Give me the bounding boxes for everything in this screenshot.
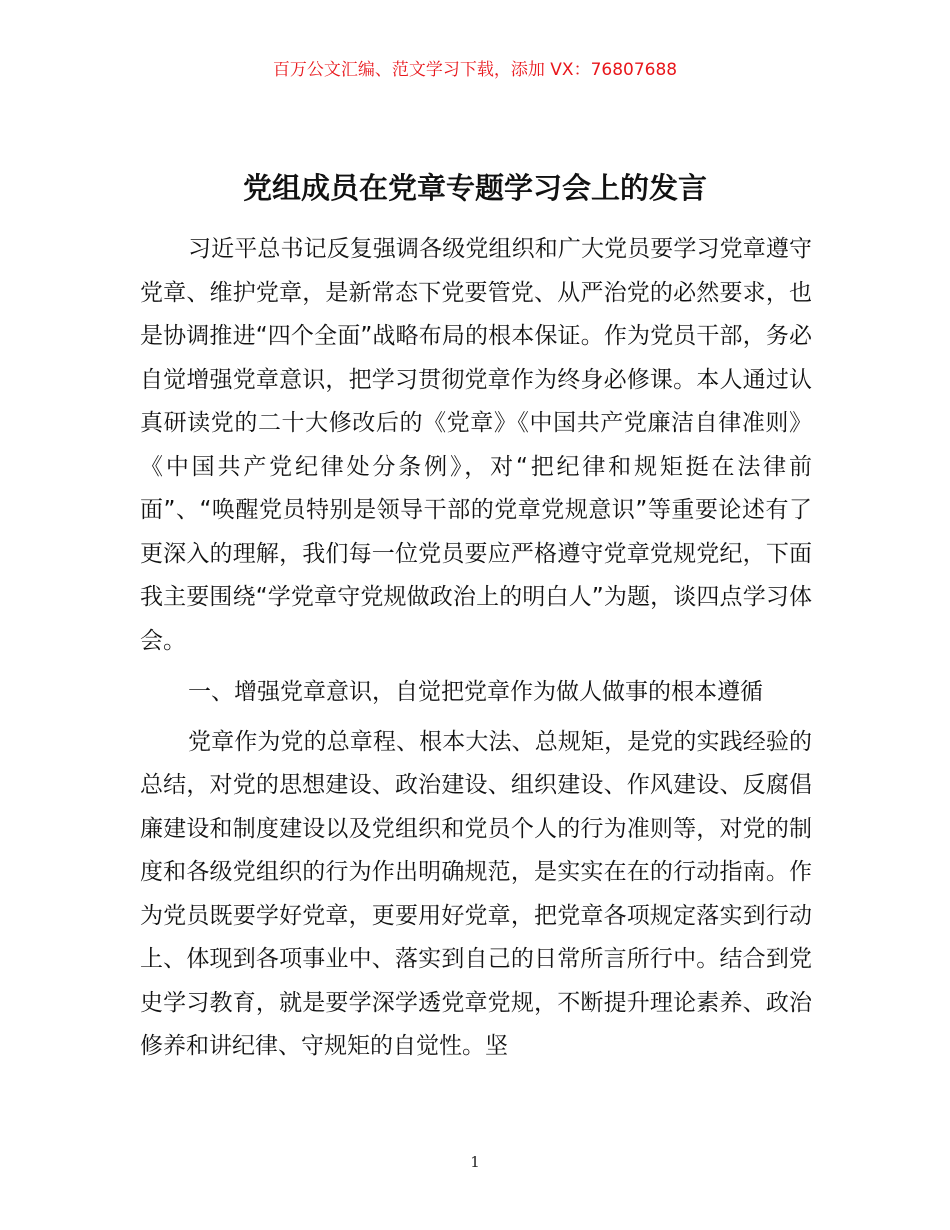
paragraph-intro: 习近平总书记反复强调各级党组织和广大党员要学习党章遵守党章、维护党章，是新常态下党要管党、从严治党的必然要求，也是协调推进“四个全面”战略布局的根本保证。作为党员干部，务必自觉增强党章意识，把学习贯彻党章作为终身必修课。本人通过认真研读党的二十大修改后的《党章》《中国共产党廉洁自律准则》《中国共产党纪律处分条例》，对“把纪律和规矩挺在法律前面”、“唤醒党员特别是领导干部的党章党规意识”等重要论述有了更深入的理解，我们每一位党员要应严格遵守党章党规党纪，下面我主要围绕“学党章守党规做政治上的明白人”为题，谈四点学习体会。: [140, 236, 812, 654]
watermark-banner: 百万公文汇编、范文学习下载，添加 VX：76807688: [272, 60, 678, 80]
page-number: 1: [470, 1153, 480, 1171]
section-heading-1: 一、增强党章意识，自觉把党章作为做人做事的根本遵循: [188, 679, 763, 705]
document-title: 党组成员在党章专题学习会上的发言: [242, 171, 707, 205]
paragraph-section-1: 党章作为党的总章程、根本大法、总规矩，是党的实践经验的总结，对党的思想建设、政治建设、组织建设、作风建设、反腐倡廉建设和制度建设以及党组织和党员个人的行为准则等，对党的制度和各级党组织的行为作出明确规范，是实实在在的行动指南。作为党员既要学好党章，更要用好党章，把党章各项规定落实到行动上、体现到各项事业中、落实到自己的日常所言所行中。结合到党史学习教育，就是要学深学透党章党规，不断提升理论素养、政治修养和讲纪律、守规矩的自觉性。坚: [140, 728, 812, 1059]
document-body: [140, 228, 812, 1069]
